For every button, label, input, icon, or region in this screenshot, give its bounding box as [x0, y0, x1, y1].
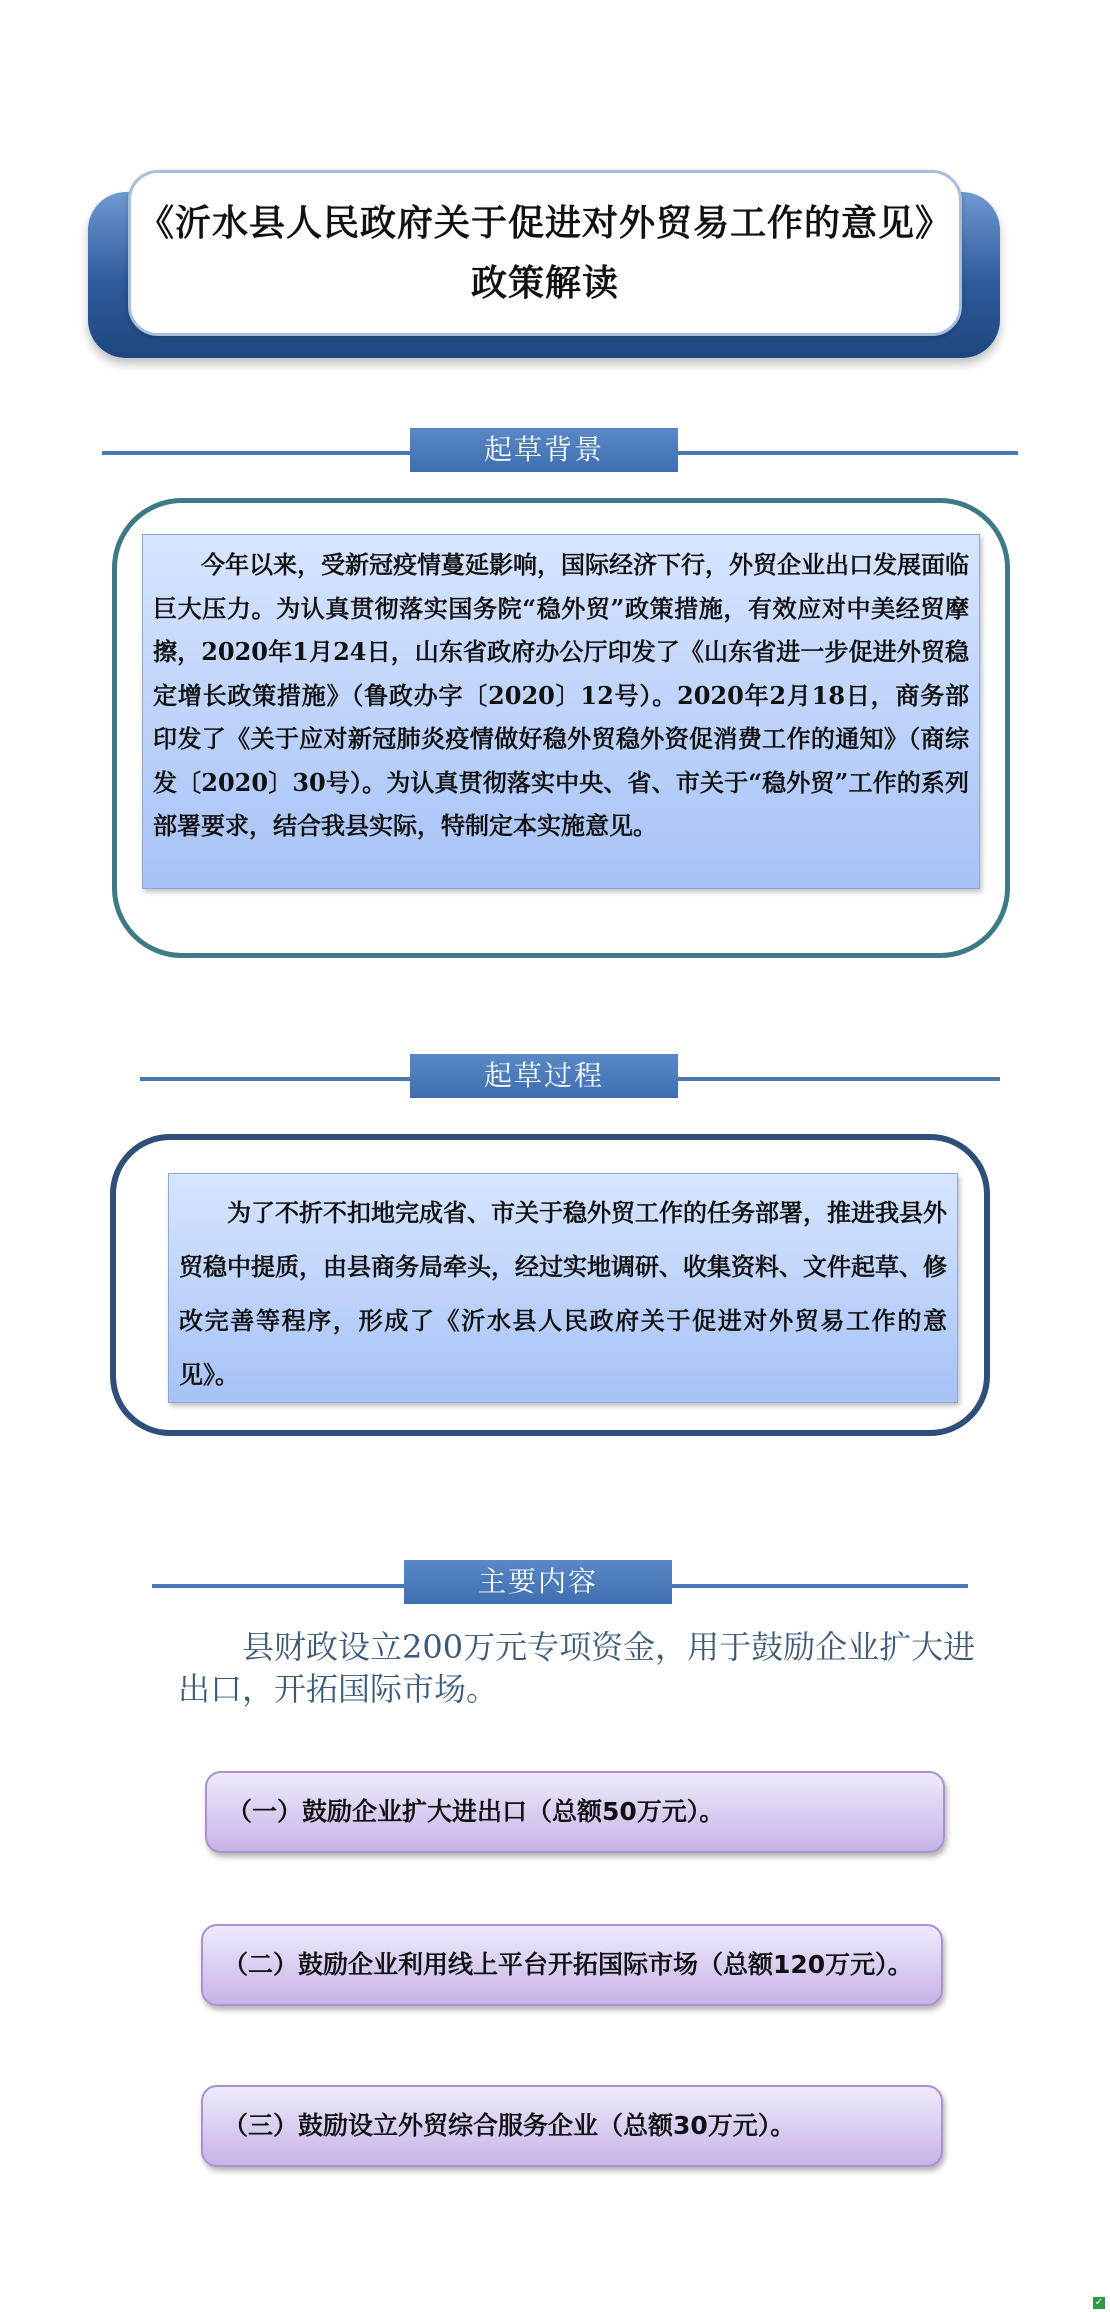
page-title: 《沂水县人民政府关于促进对外贸易工作的意见》	[137, 202, 952, 244]
title-banner	[128, 170, 962, 336]
section-heading-content: 主要内容	[404, 1560, 672, 1604]
background-paragraph: 今年以来，受新冠疫情蔓延影响，国际经济下行，外贸企业出口发展面临巨大压力。为认真贯彻落实国务院“稳外贸”政策措施，有效应对中美经贸摩擦，2020年1月24日，山东省政府办公厅印发了《山东省进一步促进外贸稳定增长政策措施》（鲁政办字〔2020〕12号）。2020年2月18日，商务部印发了《关于应对新冠肺炎疫情做好稳外贸稳外资促消费工作的通知》（商综发〔2020〕30号）。为认真贯彻落实中央、省、市关于“稳外贸”工作的系列部署要求，结合我县实际，特制定本实施意见。	[153, 550, 969, 840]
measure-item-3: （三）鼓励设立外贸综合服务企业（总额30万元）。	[201, 2085, 943, 2167]
section-heading-background: 起草背景	[410, 428, 678, 472]
section-heading-process: 起草过程	[410, 1054, 678, 1098]
process-text-box	[168, 1173, 958, 1403]
measure-item-1: （一）鼓励企业扩大进出口（总额50万元）。	[205, 1771, 945, 1853]
background-text-box	[142, 534, 980, 889]
page-subtitle: 政策解读	[470, 262, 619, 304]
check-icon: ✓	[1094, 2297, 1104, 2308]
measure-item-2: （二）鼓励企业利用线上平台开拓国际市场（总额120万元）。	[201, 1924, 943, 2006]
process-paragraph: 为了不折不扣地完成省、市关于稳外贸工作的任务部署，推进我县外贸稳中提质，由县商务局牵头，经过实地调研、收集资料、文件起草、修改完善等程序，形成了《沂水县人民政府关于促进对外贸易工作的意见》。	[179, 1198, 947, 1389]
content-intro: 县财政设立200万元专项资金，用于鼓励企业扩大进出口，开拓国际市场。	[178, 1628, 976, 1708]
